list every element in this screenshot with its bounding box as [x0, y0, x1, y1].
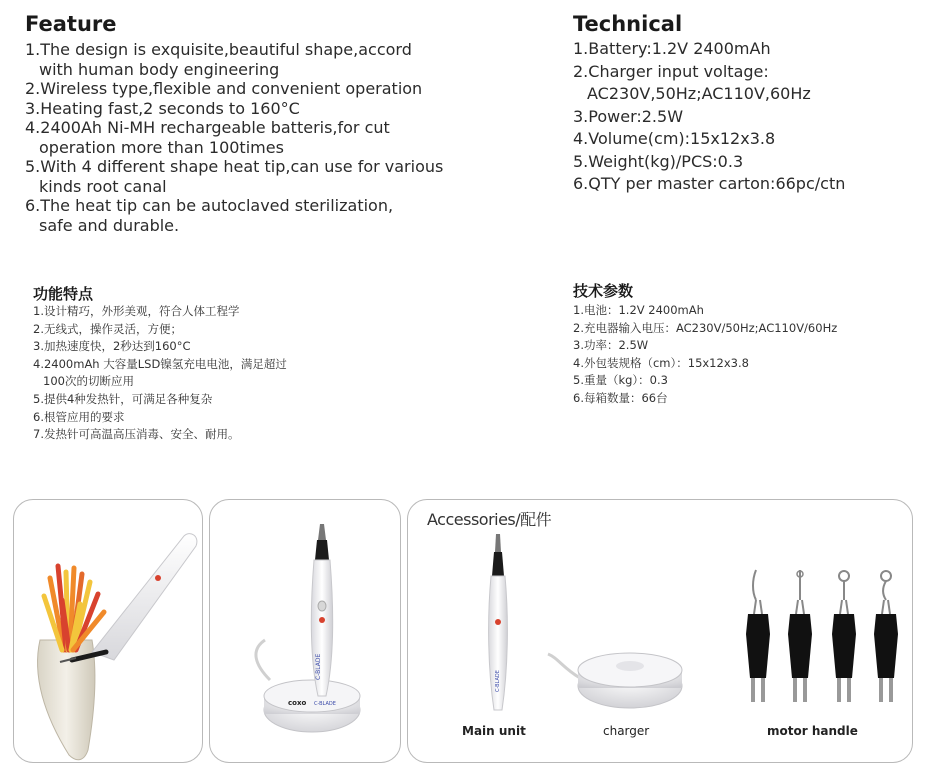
tooth-application-photo: [13, 499, 203, 763]
list-item: [573, 302, 913, 320]
list-item: [33, 321, 353, 339]
list-item-text: 5.With 4 different shape heat tip,can use for various: [25, 157, 444, 176]
main-unit-model-print: C-BLADE: [495, 670, 501, 692]
technical-title: Technical: [573, 12, 683, 36]
list-item: [25, 79, 545, 99]
list-item-continuation: safe and durable.: [39, 215, 180, 235]
list-item: [573, 372, 913, 390]
list-item-text: 4.外包装规格（cm）：15x12x3.8: [573, 355, 749, 370]
list-item: [573, 390, 913, 408]
list-item: [25, 40, 545, 79]
charger-model-print: C-BLADE: [314, 701, 336, 707]
motor-handle-caption: motor handle: [767, 724, 858, 738]
list-item: [33, 356, 353, 391]
list-item-text: 1.Battery:1.2V 2400mAh: [573, 39, 771, 58]
product-on-charger-photo: [209, 499, 401, 763]
list-item-text: 4.Volume(cm):15x12x3.8: [573, 129, 776, 148]
list-item-text: 4.2400Ah Ni-MH rechargeable batteris,for cut: [25, 118, 390, 137]
list-item: [25, 157, 545, 196]
charger-image: [548, 653, 682, 708]
accessories-panel: [407, 499, 913, 763]
list-item-text: 2.无线式，操作灵活，方便；: [33, 321, 182, 336]
technical-cn-list: [573, 302, 913, 408]
list-item: [573, 38, 923, 61]
technical-cn-title: 技术参数: [573, 282, 634, 300]
list-item: [573, 128, 923, 151]
pen-on-charger-illustration: [210, 500, 400, 762]
list-item-continuation: AC230V,50Hz;AC110V,60Hz: [587, 84, 811, 103]
list-item-text: 5.重量（kg）：0.3: [573, 373, 668, 388]
feature-cn-title: 功能特点: [33, 285, 94, 303]
list-item-continuation: kinds root canal: [39, 176, 167, 196]
motor-handle-image: [746, 570, 898, 702]
list-item: [573, 61, 923, 106]
list-item-text: 2.Charger input voltage:: [573, 61, 769, 81]
list-item-text: 6.每箱数量：66台: [573, 390, 668, 405]
list-item-text: 4.2400mAh 大容量LSD镍氢充电电池，满足超过: [33, 356, 287, 371]
feature-title: Feature: [25, 12, 117, 36]
list-item-continuation: with human body engineering: [39, 59, 280, 79]
list-item-text: 1.The design is exquisite,beautiful shape,accord: [25, 40, 412, 59]
list-item-text: 2.充电器输入电压：AC230V/50Hz;AC110V/60Hz: [573, 320, 838, 335]
main-unit-image: [489, 534, 508, 710]
list-item-text: 7.发热针可高温高压消毒、安全、耐用。: [33, 427, 240, 442]
list-item-text: 3.加热速度快，2秒达到160°C: [33, 339, 191, 354]
list-item-text: 5.提供4种发热针，可满足各种复杂: [33, 391, 213, 406]
tooth-application-illustration: [14, 500, 202, 762]
list-item-text: 2.Wireless type,flexible and convenient operation: [25, 79, 423, 98]
list-item: [33, 409, 353, 427]
list-item-text: 1.设计精巧，外形美观，符合人体工程学: [33, 304, 240, 318]
list-item-text: 3.Heating fast,2 seconds to 160°C: [25, 98, 300, 118]
list-item-text: 6.根管应用的要求: [33, 409, 125, 424]
list-item-text: 5.Weight(kg)/PCS:0.3: [573, 151, 744, 171]
pen-model-print: C-BLADE: [315, 653, 322, 680]
list-item: [573, 151, 923, 174]
main-unit-caption: Main unit: [462, 724, 526, 738]
accessories-title: Accessories/配件: [427, 510, 552, 529]
list-item: [25, 118, 545, 157]
charger-caption: charger: [603, 724, 650, 738]
charger-brand-print: coxo: [288, 699, 307, 707]
feature-list: [25, 40, 545, 235]
list-item: [573, 173, 923, 196]
list-item: [25, 196, 545, 235]
list-item-text: 3.功率：2.5W: [573, 338, 649, 353]
list-item-continuation: 100次的切断应用: [43, 374, 134, 389]
accessories-illustration: [408, 500, 912, 762]
list-item-text: 3.Power:2.5W: [573, 106, 684, 126]
list-item: [573, 337, 913, 355]
list-item: [33, 391, 353, 409]
list-item-continuation: operation more than 100times: [39, 137, 284, 157]
list-item-text: 6.The heat tip can be autoclaved sterilization,: [25, 196, 394, 215]
list-item: [33, 338, 353, 356]
feature-cn-list: [33, 303, 353, 444]
list-item-text: 6.QTY per master carton:66pc/ctn: [573, 174, 846, 193]
list-item-text: 1.电池：1.2V 2400mAh: [573, 303, 704, 317]
technical-list: [573, 38, 923, 196]
list-item: [573, 106, 923, 129]
list-item: [573, 320, 913, 338]
list-item: [33, 426, 353, 444]
list-item: [573, 355, 913, 373]
list-item: [25, 99, 545, 119]
list-item: [33, 303, 353, 321]
